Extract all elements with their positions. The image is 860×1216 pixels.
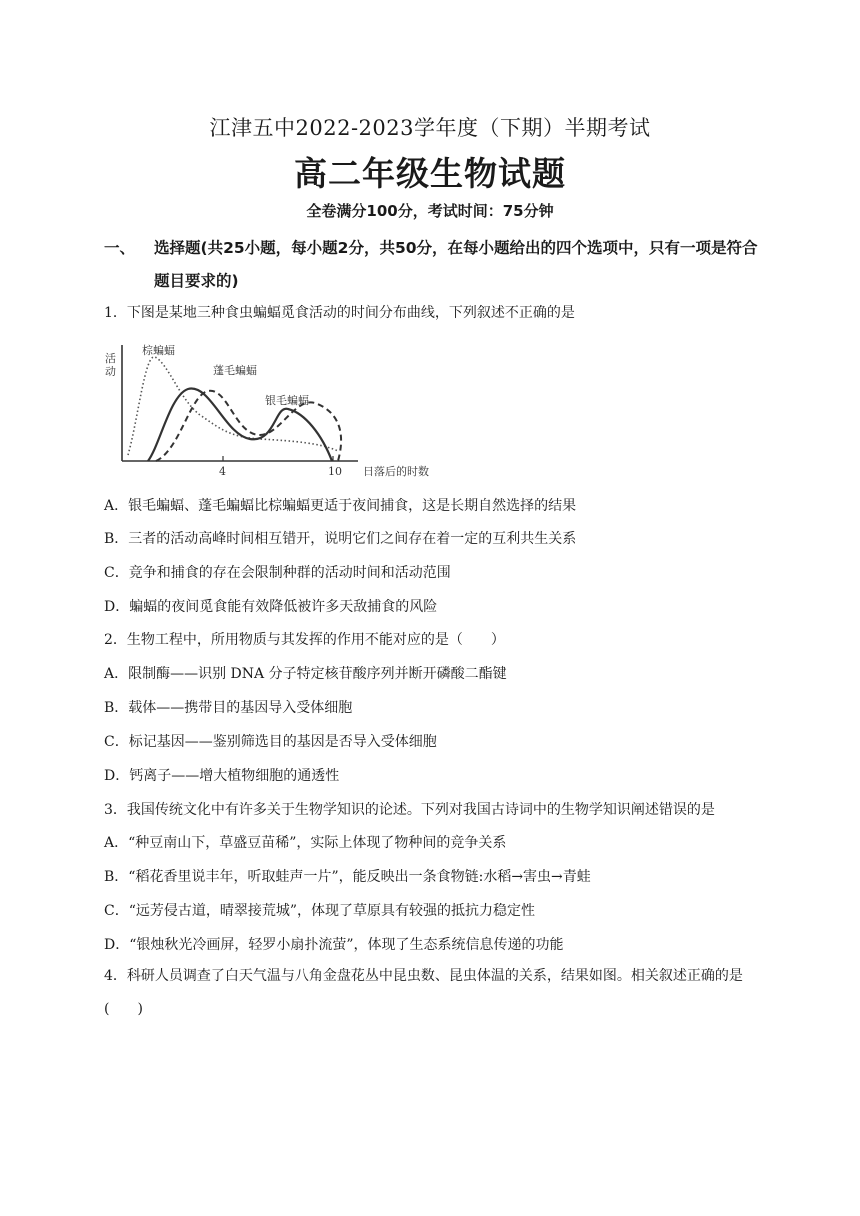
question-3-stem: 3．我国传统文化中有许多关于生物学知识的论述。下列对我国古诗词中的生物学知识阐述错误的是 xyxy=(104,802,715,818)
x-tick-label-10: 10 xyxy=(328,465,342,478)
question-1-option-d: D．蝙蝠的夜间觅食能有效降低被许多天敌捕食的风险 xyxy=(104,599,438,615)
exam-title-line2: 高二年级生物试题 xyxy=(294,154,566,193)
x-axis-label: 日落后的时数 xyxy=(363,465,429,478)
series-label-brown-bat: 棕蝙蝠 xyxy=(142,344,175,357)
question-1-stem: 1．下图是某地三种食虫蝙蝠觅食活动的时间分布曲线，下列叙述不正确的是 xyxy=(104,305,575,321)
bat-activity-figure xyxy=(100,335,450,480)
exam-title-line1: 江津五中2022-2023学年度（下期）半期考试 xyxy=(209,116,651,140)
question-4-stem: 4．科研人员调查了白天气温与八角金盘花丛中昆虫数、昆虫体温的关系，结果如图。相关叙述正确的是( ) xyxy=(104,968,743,1017)
question-3-option-d: D．“银烛秋光冷画屏，轻罗小扇扑流萤”，体现了生态系统信息传递的功能 xyxy=(104,937,564,953)
question-3-option-c: C．“远芳侵古道，晴翠接荒城”，体现了草原具有较强的抵抗力稳定性 xyxy=(104,903,536,919)
question-1-option-a: A．银毛蝙蝠、蓬毛蝙蝠比棕蝙蝠更适于夜间捕食，这是长期自然选择的结果 xyxy=(104,498,577,514)
y-label-2: 动 xyxy=(105,365,116,378)
question-3-option-a: A．“种豆南山下，草盛豆苗稀”，实际上体现了物种间的竞争关系 xyxy=(104,835,507,851)
question-2-option-a: A．限制酶——识别 DNA 分子特定核苷酸序列并断开磷酸二酯键 xyxy=(104,666,507,682)
question-2-option-b: B．载体——携带目的基因导入受体细胞 xyxy=(104,700,353,716)
exam-subtitle: 全卷满分100分，考试时间：75分钟 xyxy=(306,202,554,220)
section-heading xyxy=(104,232,764,298)
x-tick-label-4: 4 xyxy=(219,465,226,478)
series-label-shaggy-bat: 蓬毛蝙蝠 xyxy=(213,364,257,377)
section-number: 一、 xyxy=(104,239,136,257)
question-2-stem: 2．生物工程中，所用物质与其发挥的作用不能对应的是（ ） xyxy=(104,632,505,648)
question-3-option-b: B．“稻花香里说丰年，听取蛙声一片”，能反映出一条食物链:水稻→害虫→青蛙 xyxy=(104,869,591,885)
bat-activity-chart xyxy=(100,335,450,480)
section-text: 选择题(共25小题，每小题2分，共50分，在每小题给出的四个选项中，只有一项是符合题目要求的) xyxy=(154,239,758,290)
question-2-option-d: D．钙离子——增大植物细胞的通透性 xyxy=(104,768,340,784)
question-1-option-b: B．三者的活动高峰时间相互错开，说明它们之间存在着一定的互利共生关系 xyxy=(104,531,577,547)
question-1-option-c: C．竞争和捕食的存在会限制种群的活动时间和活动范围 xyxy=(104,565,451,581)
series-label-silver-bat: 银毛蝙蝠 xyxy=(265,394,309,407)
y-label-1: 活 xyxy=(105,352,116,365)
question-2-option-c: C．标记基因——鉴别筛选目的基因是否导入受体细胞 xyxy=(104,734,437,750)
